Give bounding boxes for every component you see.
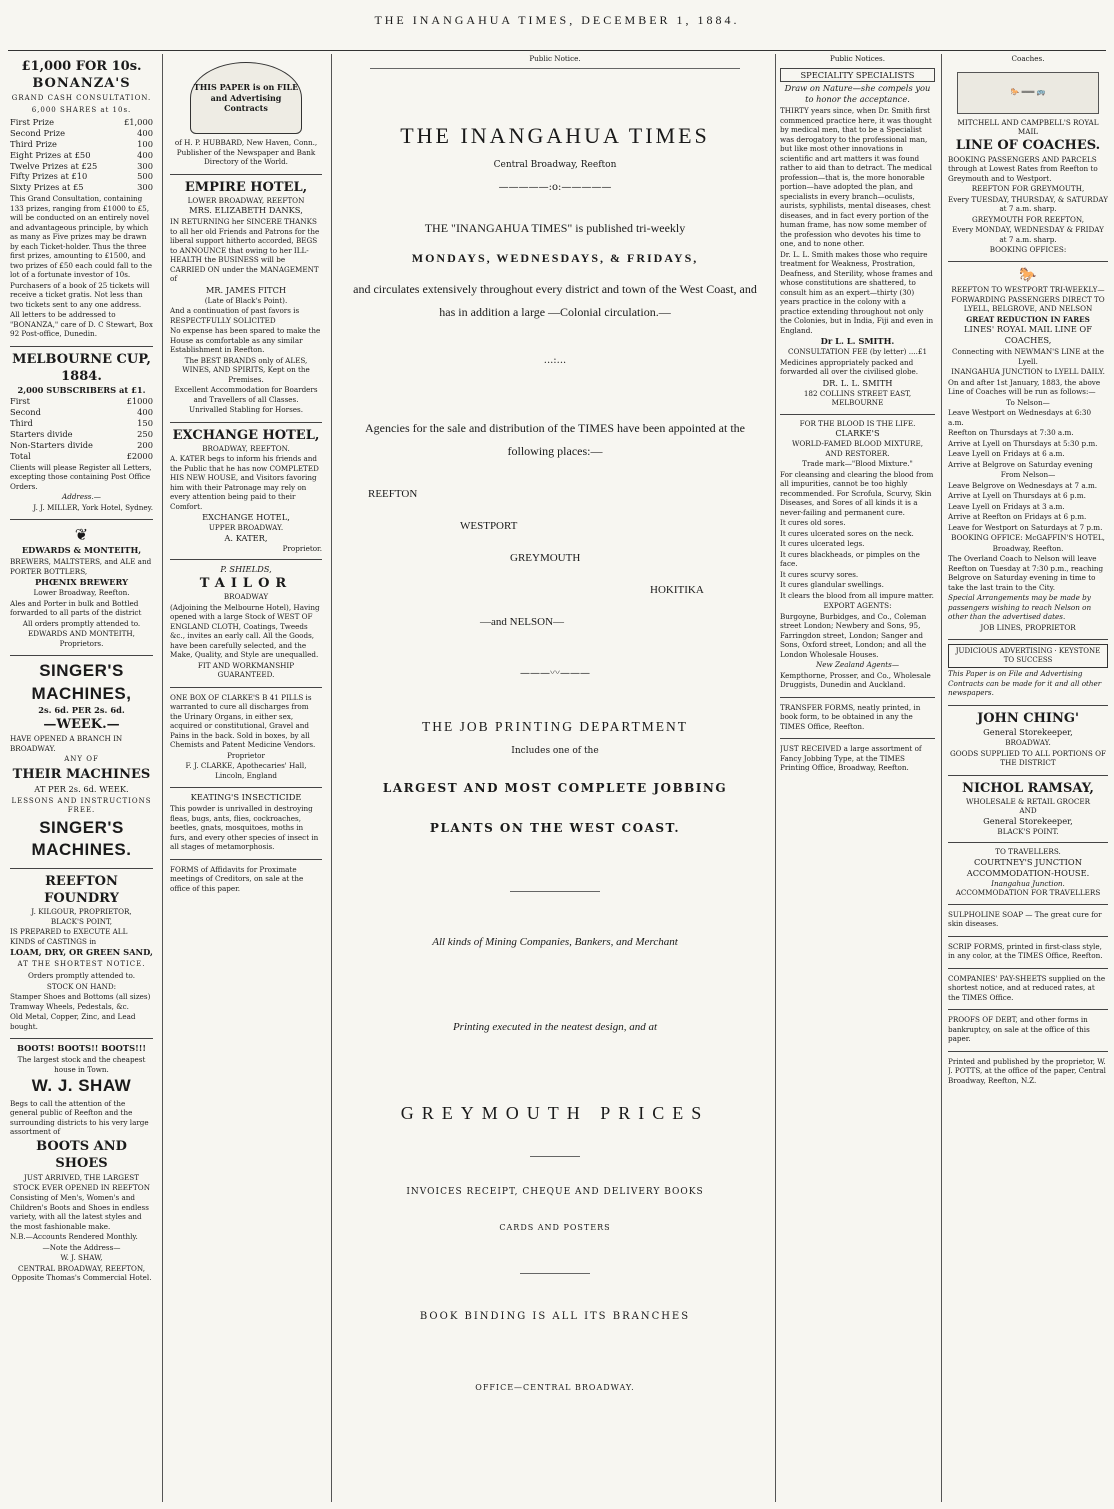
schedule-item: Leave Westport on Wednesdays at 6:30 a.m. <box>948 408 1092 427</box>
foundry-metal: Old Metal, Copper, Zinc, and Lead bought. <box>10 1012 136 1031</box>
doctor-fee2: Medicines appropriately packed and forwarded all over the civilised globe. <box>780 357 919 377</box>
lines-sub: Connecting with NEWMAN'S LINE at the Lyell. <box>952 347 1104 366</box>
shaw-name: W. J. SHAW <box>31 1076 132 1096</box>
proofs-body: PROOFS OF DEBT, and other forms in bankruptcy, on sale at the office of this paper. <box>948 1015 1090 1044</box>
column-2 <box>170 54 322 900</box>
companies-ad <box>948 969 1108 1011</box>
shaw-sign: W. J. SHAW, <box>60 1253 103 1263</box>
prize-row: Eight Prizes at £50 400 <box>10 149 153 160</box>
spec-body: THIRTY years since, when Dr. Smith first commenced practice here, it was thought by medical men, that to be a Specialist was derogatory to the professional man, but like most other innovations in scientific and art matters it was found rather to aid than to detract. The medical profession—that is, the more honorable portion—have adopted the plan, and specialists in every branch—oculists, aurists, syphilists, mental diseases, chest diseases, and in fact every portion of the human frame, has now some member of the profession who devotes his time to one, and to none other. <box>780 106 932 249</box>
column-4 <box>780 54 935 780</box>
printing-line: Printing executed in the neatest design, and at <box>452 1020 658 1033</box>
singer-week: —WEEK.— <box>43 717 120 733</box>
cup-note: Clients will please Register all Letters, excepting those containing Post Office Orders. <box>10 462 152 491</box>
westport-body: REEFTON TO WESTPORT TRI-WEEKLY—FORWARDING PASSENGERS DIRECT TO LYELL, BELGROVE, AND NELSON <box>951 285 1105 314</box>
judicious-badge-icon: JUDICIOUS ADVERTISING · KEYSTONE TO SUCCESS <box>948 644 1108 668</box>
jan-body: On and after 1st January, 1883, the above Line of Coaches will be run as follows:— <box>948 377 1101 396</box>
junction-head: INANGAHUA JUNCTION to LYELL DAILY. <box>951 367 1105 376</box>
prize-row: Second Prize 400 <box>10 127 153 138</box>
exchange-where: BROADWAY, REEFTON. <box>202 443 290 453</box>
cup-row: Second 400 <box>10 407 153 418</box>
edwards-ales: Ales and Porter in bulk and Bottled forwarded to all parts of the district <box>10 598 142 618</box>
shaw-address: CENTRAL BROADWAY, REEFTON, Opposite Thomas's Commercial Hotel. <box>11 1263 152 1283</box>
special-body: Special Arrangements may be made by passengers wishing to reach Nelson on other than the advertised dates. <box>948 593 1092 621</box>
public-notice-label: Public Notice. <box>529 54 581 63</box>
plants-line: PLANTS ON THE WEST COAST. <box>429 821 681 836</box>
bonanza-sub: GRAND CASH CONSULTATION. <box>11 94 152 103</box>
prize-row: Sixty Prizes at £5 300 <box>10 182 153 193</box>
prize-row: Twelve Prizes at £25 300 <box>10 160 153 171</box>
exchange-title: EXCHANGE HOTEL, <box>172 427 320 443</box>
bonanza-body3: All letters to be addressed to "BONANZA," care of D. C Stewart, Box 92 Post-office, Dunedin. <box>10 310 153 339</box>
job-title: THE JOB PRINTING DEPARTMENT <box>421 718 689 734</box>
doctor-name: Dr L. L. SMITH. <box>820 336 895 347</box>
agent-item: —and NELSON— <box>480 615 565 628</box>
shaw-body2: Consisting of Men's, Women's and Children's Boots and Shoes in endless variety, with all the latest styles and the most fashionable make. <box>10 1193 149 1231</box>
edwards-brewery: PHŒNIX BREWERY <box>34 577 129 588</box>
circulation-para: and circulates extensively throughout every district and town of the West Coast, and has in addition a large —Colonial circulation.— <box>353 282 757 319</box>
printed-body: Printed and published by the proprietor, W. J. POTTS, at the office of the paper, Central Broadway, Reefton, N.Z. <box>948 1056 1106 1085</box>
empire-body: IN RETURNING her SINCERE THANKS to all her old Friends and Patrons for the liberal support hitherto accorded, BEGS to ANNOUNCE that owing to her ILL-HEALTH the BUSINESS will be CARRIED ON under the MANAGEMENT of <box>170 217 320 284</box>
cup-address: J. J. MILLER, York Hotel, Sydney. <box>33 502 153 512</box>
lines-title: LINES' ROYAL MAIL LINE OF COACHES, <box>964 324 1092 346</box>
singer-title: SINGER'S MACHINES, <box>31 661 132 703</box>
exchange-sign-title: EXCHANGE HOTEL, <box>202 512 290 523</box>
companies-body: COMPANIES' PAY-SHEETS supplied on the shortest notice, and at reduced rates, at the TIMES Office. <box>948 973 1106 1002</box>
ornament-divider: —————:o:————— <box>498 182 612 194</box>
cup-row: Non-Starters divide 200 <box>10 439 153 450</box>
clarke-prop: Proprietor <box>227 750 265 760</box>
exchange-hotel-ad <box>170 423 322 561</box>
exchange-sign-name: A. KATER, <box>224 532 268 543</box>
scrip-body: SCRIP FORMS, printed in first-class style, in any color, at the TIMES Office, Reefton. <box>948 941 1103 961</box>
ornament-divider: ———〰——— <box>520 667 590 679</box>
ching-where: BROADWAY. <box>1005 738 1051 748</box>
edwards-ad <box>10 520 153 656</box>
column-divider <box>775 54 776 1502</box>
office-line: OFFICE—CENTRAL BROADWAY. <box>475 1383 635 1393</box>
wholesale-line: WHOLESALE & RETAIL GROCER <box>965 796 1091 806</box>
clarke-pills-ad <box>170 688 322 789</box>
cure-item: It cures scurvy sores. <box>780 569 859 579</box>
specialist-ad <box>780 64 935 415</box>
courtney-title: COURTNEY'S JUNCTION ACCOMMODATION-HOUSE. <box>966 856 1090 878</box>
column-divider <box>162 54 163 1502</box>
coaches-label: Coaches. <box>1011 54 1045 63</box>
empire-body2: And a continuation of past favors is RESPECTFULLY SOLICITED <box>170 306 300 325</box>
mining-line: All kinds of Mining Companies, Bankers, and Merchant <box>432 936 678 949</box>
edwards-orders: All orders promptly attended to. <box>22 618 141 628</box>
singer-their: THEIR MACHINES <box>12 767 151 783</box>
reefton-head: REEFTON FOR GREYMOUTH, <box>971 184 1085 194</box>
melbourne-sub: 2,000 SUBSCRIBERS at £1. <box>17 385 146 396</box>
bonanza-shares: 6,000 SHARES at 10s. <box>31 105 132 114</box>
ramsay-title: NICHOL RAMSAY, <box>962 780 1094 796</box>
schedule-item: Arrive at Lyell on Thursdays at 5:30 p.m. <box>948 438 1098 448</box>
bonanza-ad <box>10 54 153 347</box>
clarke-restorer: AND RESTORER. <box>825 448 890 458</box>
cure-item: It clears the blood from all impure matter. <box>780 590 934 600</box>
job-sub: Includes one of the <box>511 745 599 756</box>
tailor-ad <box>170 560 322 688</box>
divider <box>530 1156 580 1157</box>
column-5 <box>948 54 1108 1092</box>
schedule-item: Reefton on Thursdays at 7:30 a.m. <box>948 428 1074 437</box>
cup-row: First £1000 <box>10 396 153 407</box>
singer-at: AT PER 2s. 6d. WEEK. <box>34 783 129 794</box>
singer-ad <box>10 656 153 869</box>
inang-line: Inangahua Junction. <box>991 878 1065 888</box>
cup-row: Third 150 <box>10 417 153 428</box>
hubbard-body: This Paper is on File and Advertising Contracts can be made for it and all other newspapers. <box>948 669 1102 698</box>
seal-caption: of H. P. HUBBARD, New Haven, Conn., Publisher of the Newspaper and Bank Directory of the World. <box>174 138 318 166</box>
goods-body: GOODS SUPPLIED TO ALL PORTIONS OF THE DISTRICT <box>950 748 1106 768</box>
reefton-times: Every TUESDAY, THURSDAY, & SATURDAY at 7 a.m. sharp. <box>948 194 1108 214</box>
office-where: Broadway, Reefton. <box>992 543 1064 553</box>
exchange-body: A. KATER begs to inform his friends and the Public that he has now COMPLETED HIS NEW HOUSE, and Visitors favoring him with their Patronage may rely on every attention being paid to their Comfort. <box>170 454 319 511</box>
reduction-head: GREAT REDUCTION IN FARES <box>966 314 1090 324</box>
intro-para: THE "INANGAHUA TIMES" is published tri-weekly <box>424 220 686 235</box>
tailor-name: P. SHIELDS, <box>220 564 272 575</box>
gs-line: General Storekeeper, <box>983 815 1073 826</box>
shaw-tagline: The largest stock and the cheapest house in Town. <box>17 1055 146 1074</box>
empire-hotel-ad <box>170 175 322 423</box>
prices-line: GREYMOUTH PRICES <box>400 1102 710 1123</box>
bonanza-title: BONANZA'S <box>32 76 131 92</box>
edwards-title: EDWARDS & MONTEITH, <box>21 545 142 556</box>
foundry-prop: J. KILGOUR, PROPRIETOR, <box>31 907 132 917</box>
nz-body: Kempthorne, Prosser, and Co., Wholesale Druggists, Dunedin and Auckland. <box>780 670 931 690</box>
foundry-where: BLACK'S POINT, <box>50 916 113 926</box>
clarke-sub: WORLD-FAMED BLOOD MIXTURE, <box>792 439 923 449</box>
forms-ad <box>170 860 322 901</box>
hubbard-badge-ad <box>948 640 1108 706</box>
foundry-body2: LOAM, DRY, OR GREEN SAND, <box>10 947 153 958</box>
cup-address-label: Address.— <box>62 492 101 502</box>
column-1 <box>10 54 153 1290</box>
line-title: LINE OF COACHES. <box>955 137 1101 153</box>
transfer-body: TRANSFER FORMS, neatly printed, in book form, to be obtained in any the TIMES Office, Reefton. <box>780 702 921 731</box>
foundry-stock-body: Stamper Shoes and Bottoms (all sizes) Tramway Wheels, Pedestals, &c. <box>10 992 151 1011</box>
accom-line: ACCOMMODATION FOR TRAVELLERS <box>955 888 1101 898</box>
foundry-body: IS PREPARED to EXECUTE ALL KINDS of CASTINGS in <box>10 927 128 946</box>
paper-title: THE INANGAHUA TIMES <box>400 122 710 148</box>
proofs-ad <box>948 1010 1108 1052</box>
booking-body: BOOKING PASSENGERS AND PARCELS through at Lowest Rates from Reefton to Greymouth and to Westport. <box>948 154 1098 183</box>
column-3 <box>340 54 770 1394</box>
offices-head: BOOKING OFFICES: <box>989 245 1067 255</box>
empire-brands: The BEST BRANDS only of ALES, WINES, AND SPIRITS, Kept on the Premises. <box>182 355 310 384</box>
agent-item: WESTPORT <box>460 519 518 532</box>
paper-subtitle: Central Broadway, Reefton <box>493 159 617 170</box>
doctor-name2: DR. L. L. SMITH <box>822 377 893 388</box>
tailor-fit: FIT AND WORKMANSHIP GUARANTEED. <box>197 660 295 680</box>
empire-name: MRS. ELIZABETH DANKS, <box>189 205 303 216</box>
singer-lessons: LESSONS AND INSTRUCTIONS FREE. <box>11 796 152 814</box>
edwards-sign: EDWARDS AND MONTEITH, Proprietors. <box>28 629 135 648</box>
schedule-head: To Nelson— <box>1006 397 1050 407</box>
empire-manager: MR. JAMES FITCH <box>205 284 287 295</box>
clarke-blood-ad <box>780 415 935 698</box>
office-head: BOOKING OFFICE: McGAFFIN'S HOTEL, <box>951 533 1105 542</box>
prize-row: Third Prize 100 <box>10 138 153 149</box>
schedule-item: Leave Lyell on Fridays at 6 a.m. <box>948 449 1065 458</box>
keatings-title: KEATING'S INSECTICIDE <box>190 792 302 803</box>
overland-body: The Overland Coach to Nelson will leave Reefton on Tuesday at 7:30 p.m., reaching Belgrove on Saturday evening in time to take the last train to the City. <box>948 554 1104 592</box>
foundry-stock: STOCK ON HAND: <box>46 981 117 991</box>
schedule2-item: Leave Lyell on Fridays at 3 a.m. <box>948 501 1065 511</box>
tailor-body: (Adjoining the Melbourne Hotel), Having opened with a large Stock of WEST OF ENGLAND CLOTH, Coatings, Tweeds &c., invites an early call. All the Goods, have been carefully selected, and the Make, Quality, and Style are unequalled. <box>170 602 320 660</box>
scrip-ad <box>948 937 1108 969</box>
empire-accom: Excellent Accommodation for Boarders and Travellers of all Classes. <box>174 385 318 404</box>
crest-icon: ❦ <box>74 525 89 545</box>
blood-tag: FOR THE BLOOD IS THE LIFE. <box>799 418 916 428</box>
bp-line: BLACK'S POINT. <box>997 826 1059 836</box>
imprint <box>948 1052 1108 1093</box>
cure-item: It cures blackheads, or pimples on the face. <box>780 549 920 569</box>
sulpholine-body: SULPHOLINE SOAP — The great cure for skin diseases. <box>948 909 1102 929</box>
horse-icon: 🐎 <box>1019 266 1037 283</box>
schedule2-item: Leave Belgrove on Wednesdays at 7 a.m. <box>948 480 1098 490</box>
forms-body: FORMS of Affidavits for Proximate meetings of Creditors, on sale at the office of this paper. <box>170 864 304 893</box>
clarke-name: F. J. CLARKE, Apothecaries' Hall, Lincoln, England <box>185 761 307 780</box>
prize-row: First Prize £1,000 <box>10 116 153 127</box>
doctor-address: 182 COLLINS STREET EAST, MELBOURNE <box>803 388 912 408</box>
transfer-forms-ad <box>780 698 935 740</box>
keatings-body: This powder is unrivalled in destroying fleas, bugs, ants, flies, cockroaches, beetles, gnats, mosquitoes, moths in furs, and every other species of insect in all stages of metamorphosis. <box>170 804 319 852</box>
bonanza-head: £1,000 FOR 10s. <box>21 59 142 74</box>
clarke-body: For cleansing and clearing the blood from all impurities, cannot be too highly recommended. For Scrofula, Scurvy, Skin Diseases, and Sores of all kinds it is a never-failing and permanent cure. <box>780 469 934 517</box>
ching-ad <box>948 706 1108 776</box>
agent-item: GREYMOUTH <box>510 551 581 564</box>
divider <box>520 1273 590 1274</box>
courtney-ad <box>948 843 1108 904</box>
largest-line: LARGEST AND MOST COMPLETE JOBBING <box>382 781 728 796</box>
foundry-title: REEFTON FOUNDRY <box>44 873 119 906</box>
edwards-body: BREWERS, MALTSTERS, and ALE and PORTER BOTTLERS, <box>10 557 152 576</box>
agent-item: REEFTON <box>368 487 418 500</box>
foundry-notice: AT THE SHORTEST NOTICE. <box>17 960 146 969</box>
singer-body: HAVE OPENED A BRANCH IN BROADWAY. <box>10 734 123 753</box>
top-rule <box>8 50 1106 51</box>
shaw-accounts: N.B.—Accounts Rendered Monthly. <box>10 1232 138 1242</box>
ching-sub: General Storekeeper, <box>983 727 1073 738</box>
foundry-ad <box>10 869 153 1039</box>
mitchell-title: MITCHELL AND CAMPBELL'S ROYAL MAIL <box>957 117 1099 136</box>
schedule2-item: Leave for Westport on Saturdays at 7 p.m. <box>948 522 1103 532</box>
column-divider <box>331 54 332 1502</box>
spec-title: SPECIALITY SPECIALISTS <box>780 68 935 83</box>
agent-list <box>340 487 770 637</box>
melbourne-title: MELBOURNE CUP, 1884. <box>12 351 151 384</box>
singer-any: ANY OF <box>64 755 99 764</box>
singer-title2: SINGER'S MACHINES. <box>31 817 132 860</box>
bonanza-body: This Grand Consultation, containing 133 prizes, ranging from £1000 to £5, will be conducted on an entirely novel and advantageous principle, by which as many as Five prizes may be drawn by each Ticket-holder. Thus the three first prizes, amounting to £1500, and two prizes of £50 each could fall to the lot of a fortunate investor of 10s. <box>10 194 153 280</box>
export-head: EXPORT AGENTS: <box>823 601 892 611</box>
prop-sign: JOB LINES, PROPRIETOR <box>980 622 1076 632</box>
cure-item: It cures ulcerated sores on the neck. <box>780 528 914 538</box>
schedule2-item: Arrive at Lyell on Thursdays at 6 p.m. <box>948 491 1086 500</box>
divider <box>510 891 600 892</box>
masthead: THE INANGAHUA TIMES, DECEMBER 1, 1884. <box>374 13 740 27</box>
ramsay-ad <box>948 776 1108 844</box>
edwards-where: Lower Broadway, Reefton. <box>33 588 130 598</box>
empire-title: EMPIRE HOTEL, <box>184 179 308 195</box>
melbourne-cup-ad <box>10 347 153 520</box>
grey-head: GREYMOUTH FOR REEFTON, <box>971 214 1085 224</box>
grey-times: Every MONDAY, WEDNESDAY & FRIDAY at 7 a.m. sharp. <box>952 225 1104 244</box>
shaw-bs: BOOTS AND SHOES <box>36 1138 127 1171</box>
sulpholine-ad <box>948 905 1108 937</box>
exchange-sign-where: UPPER BROADWAY. <box>208 523 284 533</box>
nz-head: New Zealand Agents— <box>815 660 900 670</box>
ching-title: JOHN CHING' <box>977 710 1079 726</box>
westport-coach-ad <box>948 262 1108 640</box>
shaw-note: —Note the Address— <box>42 1242 121 1252</box>
shaw-body: Begs to call the attention of the general public of Reefton and the surrounding districts to his very large assortment of <box>10 1098 149 1137</box>
schedule2-item: Arrive at Reefton on Fridays at 6 p.m. <box>948 512 1087 521</box>
agencies-para: Agencies for the sale and distribution of the TIMES have been appointed at the following places:— <box>364 420 745 458</box>
empire-late: (Late of Black's Point). <box>204 295 288 305</box>
spec-body2: Dr. L. L. Smith makes those who require treatment for Weakness, Prostration, Deafness, and Sterility, whose frames and whose constitutions are shattered, to consult him as an expert—thirty (30) years practice in the colony with a practice extending throughout not only the Colonies, but in India, Fiji and even in England. <box>780 249 934 335</box>
cure-item: It cures old sores. <box>780 518 846 528</box>
received-body: JUST RECEIVED a large assortment of Fancy Jobbing Type, at the TIMES Printing Office, Broadway, Reefton. <box>780 744 922 773</box>
empire-body3: No expense has been spared to make the House as comfortable as any similar Establishment in Reefton. <box>170 326 321 355</box>
clarke-body: ONE BOX OF CLARKE'S B 41 PILLS is warranted to cure all discharges from the Urinary Organs, in either sex, acquired or constitutional, Gravel and Pains in the back. Sold in boxes, by all Chemists and Patent Medicine Vendors. <box>170 692 316 750</box>
empire-stabling: Unrivalled Stabling for Horses. <box>189 405 303 415</box>
from-nelson-head: From Nelson— <box>1000 470 1056 479</box>
column-divider <box>941 54 942 1502</box>
mitchell-coach-ad <box>948 64 1108 262</box>
shaw-arrived: JUST ARRIVED, THE LARGEST STOCK EVER OPENED IN REEFTON <box>13 1173 150 1192</box>
agent-item: HOKITIKA <box>650 583 704 596</box>
hubbard-seal-ad <box>170 54 322 175</box>
ornament-divider: ...:... <box>543 354 567 366</box>
doctor-fee: CONSULTATION FEE (by letter) ....£1 <box>787 347 928 357</box>
trademark: Trade mark—"Blood Mixture." <box>802 459 913 469</box>
divider <box>370 68 740 69</box>
foundry-orders: Orders promptly attended to. <box>28 971 135 981</box>
binding-line: BOOK BINDING IS ALL ITS BRANCHES <box>419 1311 691 1323</box>
type-ad <box>780 739 935 780</box>
empire-where: LOWER BROADWAY, REEFTON <box>187 195 305 205</box>
shaw-boots: BOOTS! BOOTS!! BOOTS!!! <box>17 1043 146 1054</box>
and-line: AND <box>1019 806 1037 816</box>
bonanza-body2: Purchasers of a book of 25 tickets will receive a ticket gratis. Not less than two tickets sent to any one address. <box>10 280 150 309</box>
cards-line: CARDS AND POSTERS <box>499 1222 611 1232</box>
spec-tag: Draw on Nature—she compels you to honor the acceptance. <box>784 83 931 105</box>
invoices-line: INVOICES RECEIPT, CHEQUE AND DELIVERY BOOKS <box>406 1186 704 1197</box>
publish-days: MONDAYS, WEDNESDAYS, & FRIDAYS, <box>411 251 699 266</box>
cup-row: Starters divide 250 <box>10 428 153 439</box>
cup-total: Total £2000 <box>10 450 153 461</box>
coach-engraving-icon: 🐎 ═══ 🚌 <box>957 72 1099 114</box>
exchange-sign-role: Proprietor. <box>282 543 322 553</box>
travellers-head: TO TRAVELLERS. <box>995 847 1061 857</box>
singer-price: 2s. 6d. PER 2s. 6d. <box>38 705 125 716</box>
tailor-title: TAILOR <box>199 576 293 591</box>
schedule-item: Arrive at Belgrove on Saturday evening <box>948 459 1093 469</box>
public-notices-label: Public Notices. <box>829 54 886 63</box>
tailor-where: BROADWAY <box>223 592 269 602</box>
shaw-ad <box>10 1039 153 1289</box>
prize-row: Fifty Prizes at £10 500 <box>10 171 153 182</box>
cure-item: It cures ulcerated legs. <box>780 539 865 549</box>
keatings-ad <box>170 788 322 859</box>
cure-item: It cures glandular swellings. <box>780 580 884 590</box>
export-body: Burgoyne, Burbidges, and Co., Coleman street London; Newbery and Sons, 95, Farringdon street, London; Sanger and Sons, Oxford street, London; and all the London Wholesale Houses. <box>780 611 927 659</box>
hubbard-seal-icon: THIS PAPER is on FILE and Advertising Contracts <box>190 62 302 134</box>
clarke-title: CLARKE'S <box>835 428 880 439</box>
